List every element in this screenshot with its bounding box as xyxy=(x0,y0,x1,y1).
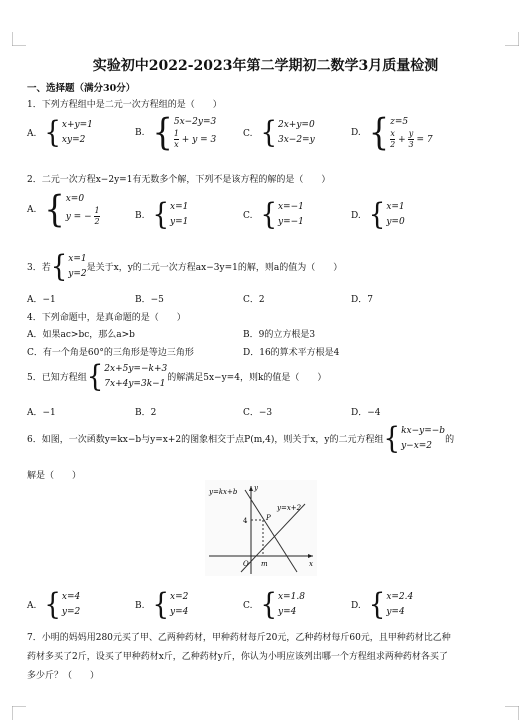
q6-stem-line2: 解是（ ） xyxy=(27,471,82,481)
q1-c-eq1: 2x+y=0 xyxy=(277,120,315,130)
q2-stem: 2．二元一次方程x−2y=1有无数多个解，下列不是该方程的解的是（ ） xyxy=(27,175,331,185)
q4-option-b[interactable]: B．9的立方根是3 xyxy=(243,330,316,340)
corner-mark-bottom-right xyxy=(505,706,519,720)
q2-option-c[interactable]: C. { x=−1 y=−1 xyxy=(243,198,304,233)
exam-title: 实验初中2022-2023年第二学期初二数学3月质量检测 xyxy=(92,58,439,74)
q6-b-eq1: x=2 xyxy=(170,592,189,602)
q6-c-eq1: x=1.8 xyxy=(277,592,305,602)
q1-stem: 1．下列方程组中是二元一次方程组的是（ ） xyxy=(27,100,222,110)
q6-stem: 6．如图，一次函数y=kx−b与y=x+2的图象相交于点P(m,4)，则关于x，y的二元方程组 { kx−y=−b y−x=2 的 xyxy=(27,422,455,457)
q1-option-b[interactable]: B. { 5x−2y=3 $\frac{1}{x}$ + y = 3 xyxy=(135,110,217,154)
q5-option-d[interactable]: D．−4 xyxy=(351,408,381,418)
corner-mark-top-left xyxy=(12,32,26,46)
label-x: x xyxy=(309,560,313,568)
q2-d-eq1: x=1 xyxy=(386,202,405,212)
q1-d-eq1: z=5 xyxy=(390,117,409,127)
q3-option-b[interactable]: B．−5 xyxy=(135,295,164,305)
q1-a-eq1: x+y=1 xyxy=(61,120,93,130)
q2-b-eq2: y=1 xyxy=(170,217,189,228)
q3-option-d[interactable]: D．7 xyxy=(351,295,373,305)
label-m: m xyxy=(261,560,268,568)
q4-option-a[interactable]: A．如果ac>bc，那么a>b xyxy=(27,330,135,340)
q4-option-c[interactable]: C．有一个角是60°的三角形是等边三角形 xyxy=(27,348,194,358)
q5-option-b[interactable]: B．2 xyxy=(135,408,157,418)
q2-option-a[interactable]: A. { x=0 y = − $\frac{1}{2}$ xyxy=(27,187,100,231)
q1-d-eq2: $\frac{x}{2}$ + $\frac{y}{3}$ = 7 xyxy=(390,129,433,150)
q6-a-eq1: x=4 xyxy=(61,592,81,602)
q6-option-d[interactable]: D. { x=2.4 y=4 xyxy=(351,588,414,623)
q1-b-eq2: $\frac{1}{x}$ + y = 3 xyxy=(173,129,217,150)
q2-c-eq1: x=−1 xyxy=(277,202,304,212)
q6-option-a[interactable]: A. { x=4 y=2 xyxy=(27,588,81,623)
q6-c-eq2: y=4 xyxy=(277,607,297,618)
q2-b-eq1: x=1 xyxy=(170,202,189,212)
q6-a-eq2: y=2 xyxy=(61,607,81,618)
q6-option-b[interactable]: B. { x=2 y=4 xyxy=(135,588,189,623)
q2-option-d[interactable]: D. { x=1 y=0 xyxy=(351,198,405,233)
q1-c-eq2: 3x−2=y xyxy=(277,135,315,146)
q3-option-a[interactable]: A．−1 xyxy=(27,295,56,305)
q1-a-eq2: xy=2 xyxy=(61,135,86,146)
q7-line3: 多少斤？（ ） xyxy=(27,671,100,681)
label-line-x-plus-2: y=x+2 xyxy=(277,504,302,512)
q5-stem: 5．已知方程组 { 2x+5y=−k+3 7x+4y=3k−1 的解满足5x−y=4，则k的值是（ ） xyxy=(27,360,327,395)
q2-option-b[interactable]: B. { x=1 y=1 xyxy=(135,198,189,233)
q4-stem: 4．下列命题中，是真命题的是（ ） xyxy=(27,313,186,323)
q5-option-c[interactable]: C．−3 xyxy=(243,408,273,418)
q2-c-eq2: y=−1 xyxy=(277,217,304,228)
q3-option-c[interactable]: C．2 xyxy=(243,295,265,305)
label-origin: O xyxy=(243,560,249,568)
q2-d-eq2: y=0 xyxy=(386,217,405,228)
label-four: 4 xyxy=(243,517,248,525)
label-point-p: P xyxy=(266,514,271,522)
q6-option-c[interactable]: C. { x=1.8 y=4 xyxy=(243,588,305,623)
corner-mark-bottom-left xyxy=(12,706,26,720)
q3-stem: 3．若 { x=1 y=2 是关于x，y的二元一次方程ax−3y=1的解，则a的值为（ ） xyxy=(27,250,343,285)
q7-line1: 7．小明的妈妈用280元买了甲、乙两种药材，甲种药材每斤20元，乙种药材每斤60元，且甲种药材比乙种 xyxy=(27,633,451,643)
q2-a-eq1: x=0 xyxy=(65,194,85,204)
q1-option-a[interactable]: A. { x+y=1 xy=2 xyxy=(27,116,93,151)
q6-b-eq2: y=4 xyxy=(170,607,189,618)
q5-option-a[interactable]: A．−1 xyxy=(27,408,56,418)
q1-option-c[interactable]: C. { 2x+y=0 3x−2=y xyxy=(243,116,315,151)
section-heading: 一、选择题（满分30分） xyxy=(27,83,136,94)
q6-d-eq2: y=4 xyxy=(386,607,405,618)
q2-a-eq2: y = − $\frac{1}{2}$ xyxy=(65,206,100,227)
q6-d-eq1: x=2.4 xyxy=(386,592,414,602)
q6-graph xyxy=(205,480,317,576)
q7-line2: 药材多买了2斤，设买了甲种药材x斤，乙种药材y斤，你认为小明应该列出哪一个方程组求两种药材各买了 xyxy=(27,652,448,662)
q1-b-eq1: 5x−2y=3 xyxy=(173,117,217,127)
q4-option-d[interactable]: D．16的算术平方根是4 xyxy=(243,348,340,358)
label-y: y xyxy=(254,484,258,492)
corner-mark-top-right xyxy=(505,32,519,46)
q1-option-d[interactable]: D. { z=5 $\frac{x}{2}$ + $\frac{y}{3}$ = 7 xyxy=(351,110,433,154)
label-line-kx-b: y=kx+b xyxy=(209,488,238,496)
